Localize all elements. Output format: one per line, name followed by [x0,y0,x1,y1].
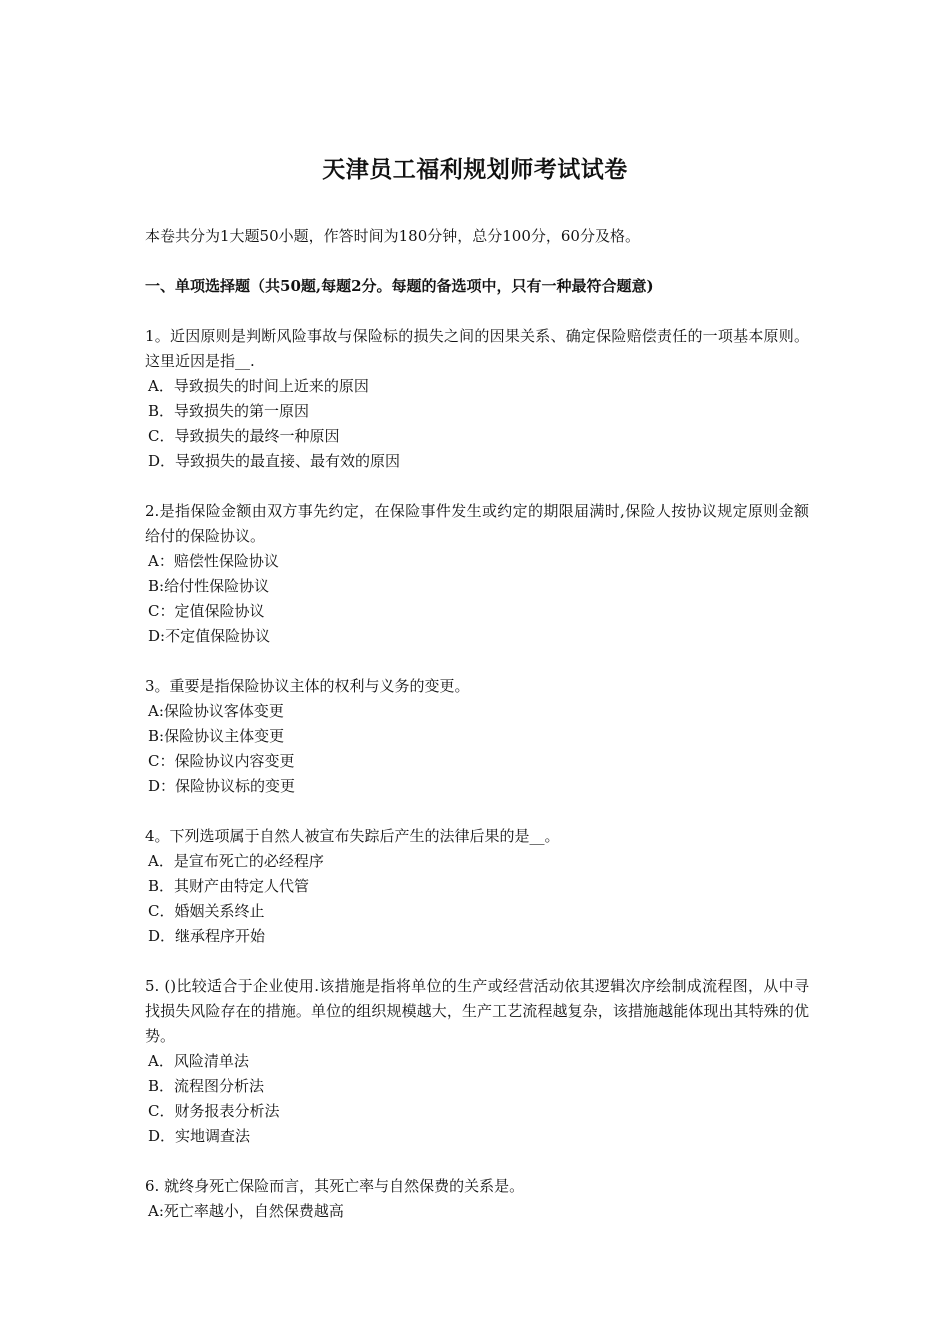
option-a: A．是宣布死亡的必经程序 [148,852,324,870]
question-1 [145,324,809,474]
option-d: D：保险协议标的变更 [148,777,296,795]
option-b: B．其财产由特定人代管 [148,877,310,895]
option-d: D．导致损失的最直接、最有效的原因 [148,452,401,470]
option-b: B．导致损失的第一原因 [148,402,310,420]
question-list [145,324,809,1249]
question-stem: 3。重要是指保险协议主体的权利与义务的变更。 [145,677,470,695]
option-d: D．继承程序开始 [148,927,266,945]
option-c: C：保险协议内容变更 [148,752,295,770]
option-b: B:给付性保险协议 [148,577,270,595]
option-a: A．风险清单法 [148,1052,249,1070]
option-c: C：定值保险协议 [148,602,265,620]
question-4 [145,824,809,949]
question-2 [145,499,809,649]
question-stem: 6. 就终身死亡保险而言，其死亡率与自然保费的关系是。 [145,1177,525,1195]
option-b: B．流程图分析法 [148,1077,265,1095]
option-a: A:死亡率越小，自然保费越高 [148,1202,344,1220]
question-stem: 5. ()比较适合于企业使用.该措施是指将单位的生产或经营活动依其逻辑次序绘制成流程图，从中寻找损失风险存在的措施。单位的组织规模越大，生产工艺流程越复杂，该措施越能体现出其特殊的优势。 [145,977,809,1045]
question-6 [145,1174,809,1224]
question-stem: 4。下列选项属于自然人被宣布失踪后产生的法律后果的是__。 [145,827,560,845]
option-a: A：赔偿性保险协议 [148,552,279,570]
page-title: 天津员工福利规划师考试试卷 [322,156,628,183]
option-a: A:保险协议客体变更 [148,702,284,720]
section-heading: 一、单项选择题（共50题,每题2分。每题的备选项中，只有一种最符合题意) [145,277,654,295]
question-stem: 2.是指保险金额由双方事先约定，在保险事件发生或约定的期限届满时,保险人按协议规定原则金额给付的保险协议。 [145,502,809,545]
option-c: C．财务报表分析法 [148,1102,280,1120]
question-3 [145,674,809,799]
question-5 [145,974,809,1149]
question-stem: 1。近因原则是判断风险事故与保险标的损失之间的因果关系、确定保险赔偿责任的一项基本原则。这里近因是指__. [145,327,809,370]
option-d: D:不定值保险协议 [148,627,271,645]
exam-intro: 本卷共分为1大题50小题，作答时间为180分钟，总分100分，60分及格。 [145,227,640,245]
option-c: C．导致损失的最终一种原因 [148,427,340,445]
option-a: A．导致损失的时间上近来的原因 [148,377,369,395]
option-b: B:保险协议主体变更 [148,727,285,745]
option-c: C．婚姻关系终止 [148,902,265,920]
option-d: D．实地调查法 [148,1127,251,1145]
